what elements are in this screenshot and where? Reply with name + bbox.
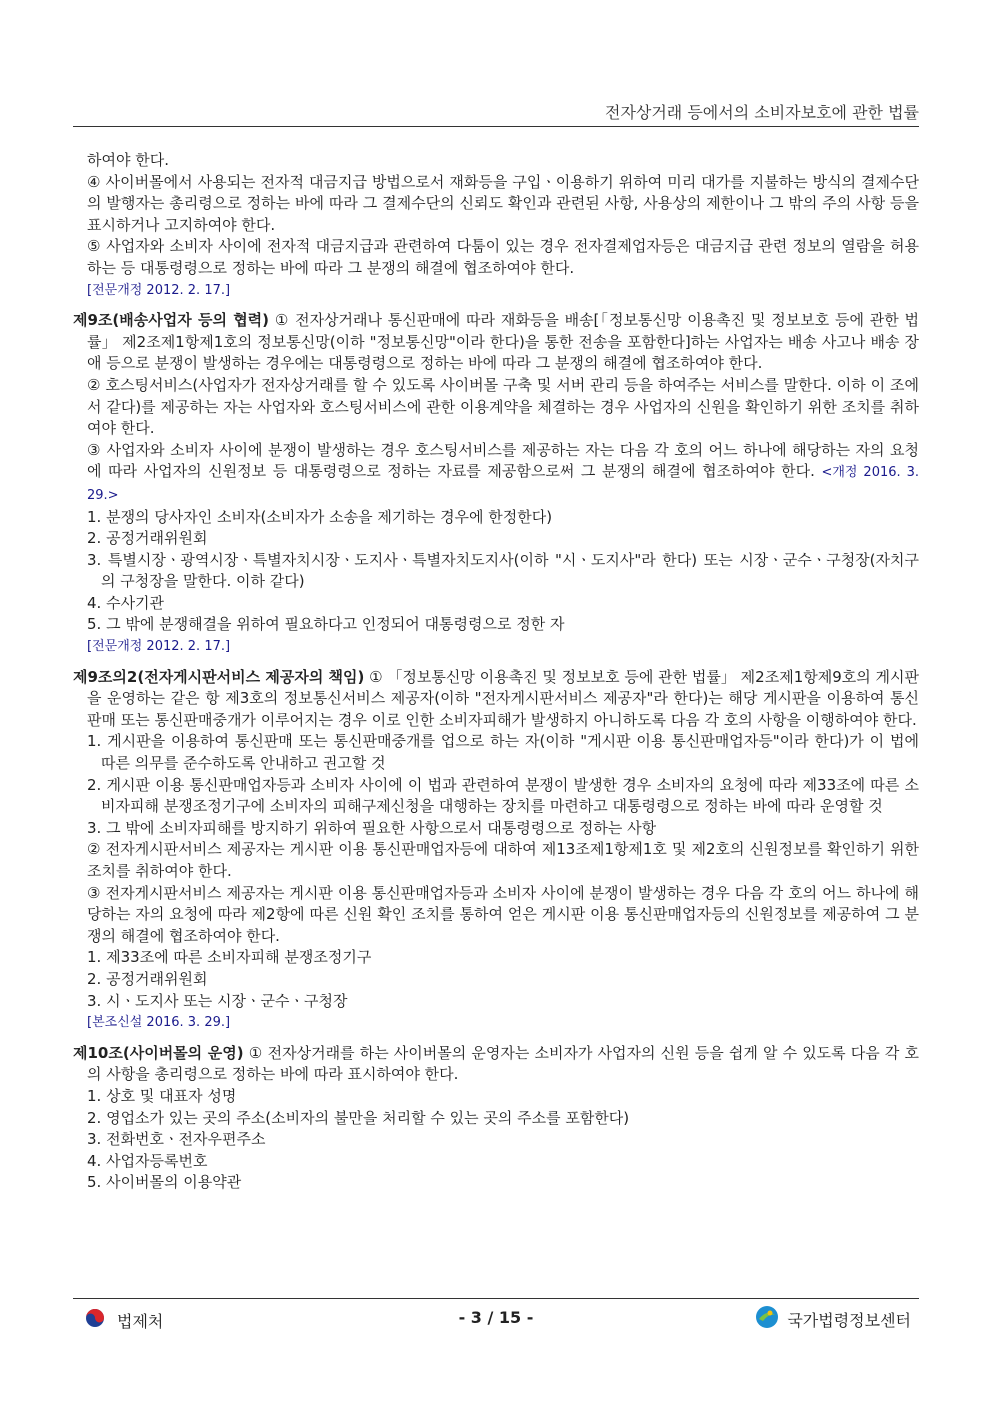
list-item: 4. 사업자등록번호 <box>87 1151 208 1170</box>
paragraph: ② 호스팅서비스(사업자가 전자상거래를 할 수 있도록 사이버몰 구축 및 서버 관리 등을 하여주는 서비스를 말한다. 이하 이 조에서 같다)를 제공하는 자는 사업자와 호스팅서비스에 관한 이용계약을 체결하는 경우 사업자의 신원을 확인하기 위한 조치를 취하여야 한다. <box>87 375 919 438</box>
paragraph: ⑤ 사업자와 소비자 사이에 전자적 대금지급과 관련하여 다툼이 있는 경우 전자결제업자등은 대금지급 관련 정보의 열람을 허용하는 등 대통령령으로 정하는 바에 따라 그 분쟁의 해결에 협조하여야 한다. <box>87 237 919 277</box>
list-item: 2. 공정거래위원회 <box>87 969 208 988</box>
article-text: ① 전자상거래나 통신판매에 따라 재화등을 배송[「정보통신망 이용촉진 및 정보보호 등에 관한 법률」 제2조제1항제1호의 정보통신망(이하 "정보통신망"이라 한다)을 통한 전송을 포함한다]하는 사업자는 배송 사고나 배송 장애 등으로 분쟁이 발생하는 경우에는 대통령령으로 정하는 바에 따라 그 분쟁의 해결에 협조하여야 한다. <box>87 311 920 373</box>
paragraph-text: ③ 사업자와 소비자 사이에 분쟁이 발생하는 경우 호스팅서비스를 제공하는 자는 다음 각 호의 어느 하나에 해당하는 자의 요청에 따라 사업자의 신원정보 등 대통령령으로 정하는 자료를 제공함으로써 그 분쟁의 해결에 협조하여야 한다. <box>87 440 919 481</box>
footer-left-label: 법제처 <box>117 1311 164 1331</box>
list-item: 3. 시ㆍ도지사 또는 시장ㆍ군수ㆍ구청장 <box>87 991 348 1010</box>
document-title: 전자상거래 등에서의 소비자보호에 관한 법률 <box>604 103 919 122</box>
page-number: - 3 / 15 - <box>458 1308 534 1327</box>
list-item: 3. 특별시장ㆍ광역시장ㆍ특별자치시장ㆍ도지사ㆍ특별자치도지사(이하 "시ㆍ도지사"라 한다) 또는 시장ㆍ군수ㆍ구청장(자치구의 구청장을 말한다. 이하 같다) <box>87 550 919 591</box>
paragraph <box>73 440 919 507</box>
amendment-note: [전문개정 2012. 2. 17.] <box>87 639 231 655</box>
list-item: 2. 게시판 이용 통신판매업자등과 소비자 사이에 이 법과 관련하여 분쟁이 발생한 경우 소비자의 요청에 따라 제33조에 따른 소비자피해 분쟁조정기구에 소비자의 피해구제신청을 대행하는 장치를 마련하고 대통령령으로 정하는 바에 따라 운영할 것 <box>87 775 919 816</box>
footer-right <box>755 1305 911 1333</box>
list-item: 1. 상호 및 대표자 성명 <box>87 1086 237 1105</box>
list-item: 4. 수사기관 <box>87 593 165 612</box>
list-item: 2. 영업소가 있는 곳의 주소(소비자의 불만을 처리할 수 있는 곳의 주소를 포함한다) <box>87 1108 630 1127</box>
article-10 <box>73 1043 919 1086</box>
list-item: 5. 사이버몰의 이용약관 <box>87 1173 242 1192</box>
document-body <box>73 150 919 1194</box>
paragraph: ④ 사이버몰에서 사용되는 전자적 대금지급 방법으로서 재화등을 구입ㆍ이용하기 위하여 미리 대가를 지불하는 방식의 결제수단의 발행자는 총리령으로 정하는 바에 따라 그 결제수단의 신뢰도 확인과 관련된 사항, 사용상의 제한이나 그 밖의 주의 사항 등을 표시하거나 고지하여야 한다. <box>87 172 919 234</box>
paragraph: 하여야 한다. <box>87 151 169 169</box>
list-item: 5. 그 밖에 분쟁해결을 위하여 필요하다고 인정되어 대통령령으로 정한 자 <box>87 615 565 634</box>
list-item: 3. 그 밖에 소비자피해를 방지하기 위하여 필요한 사항으로서 대통령령으로 정하는 사항 <box>87 818 657 837</box>
amendment-note: <개정 2016. 3. 29.> <box>87 465 919 503</box>
list-item: 3. 전화번호ㆍ전자우편주소 <box>87 1130 266 1149</box>
list-item: 1. 제33조에 따른 소비자피해 분쟁조정기구 <box>87 948 372 967</box>
article-text: ① 전자상거래를 하는 사이버몰의 운영자는 소비자가 사업자의 신원 등을 쉽게 알 수 있도록 다음 각 호의 사항을 총리령으로 정하는 바에 따라 표시하여야 한다. <box>87 1043 919 1084</box>
list-item: 1. 게시판을 이용하여 통신판매 또는 통신판매중개를 업으로 하는 자(이하 "게시판 이용 통신판매업자등"이라 한다)가 이 법에 따른 의무를 준수하도록 안내하고 권고할 것 <box>87 732 919 773</box>
amendment-note: [본조신설 2016. 3. 29.] <box>87 1015 231 1031</box>
amendment-note: [전문개정 2012. 2. 17.] <box>87 282 231 298</box>
article-title: 제10조(사이버몰의 운영) <box>73 1043 244 1062</box>
law-center-logo-icon <box>755 1305 779 1333</box>
article-text: ① 「정보통신망 이용촉진 및 정보보호 등에 관한 법률」 제2조제1항제9호의 게시판을 운영하는 같은 항 제3호의 정보통신서비스 제공자(이하 "전자게시판서비스 제공자"라 한다)는 해당 게시판을 이용하여 통신판매 또는 통신판매중개가 이루어지는 경우 이로 인한 소비자피해가 발생하지 아니하도록 다음 각 호의 사항을 이행하여야 한다. <box>87 667 919 729</box>
page-header <box>73 96 919 127</box>
list-item: 1. 분쟁의 당사자인 소비자(소비자가 소송을 제기하는 경우에 한정한다) <box>87 507 553 526</box>
article-title: 제9조의2(전자게시판서비스 제공자의 책임) <box>73 667 365 686</box>
page-footer <box>73 1298 919 1339</box>
paragraph: ③ 전자게시판서비스 제공자는 게시판 이용 통신판매업자등과 소비자 사이에 분쟁이 발생하는 경우 다음 각 호의 어느 하나에 해당하는 자의 요청에 따라 제2항에 따른 신원 확인 조치를 통하여 얻은 게시판 이용 통신판매업자등의 신원정보를 제공하여 그 분쟁의 해결에 협조하여야 한다. <box>87 883 919 945</box>
article-title: 제9조(배송사업자 등의 협력) <box>73 311 270 330</box>
list-item: 2. 공정거래위원회 <box>87 529 208 548</box>
article-9-2 <box>73 667 919 732</box>
footer-right-label: 국가법령정보센터 <box>787 1310 911 1330</box>
paragraph: ② 전자게시판서비스 제공자는 게시판 이용 통신판매업자등에 대하여 제13조제1항제1호 및 제2호의 신원정보를 확인하기 위한 조치를 취하여야 한다. <box>87 840 919 880</box>
article-9 <box>73 310 919 375</box>
